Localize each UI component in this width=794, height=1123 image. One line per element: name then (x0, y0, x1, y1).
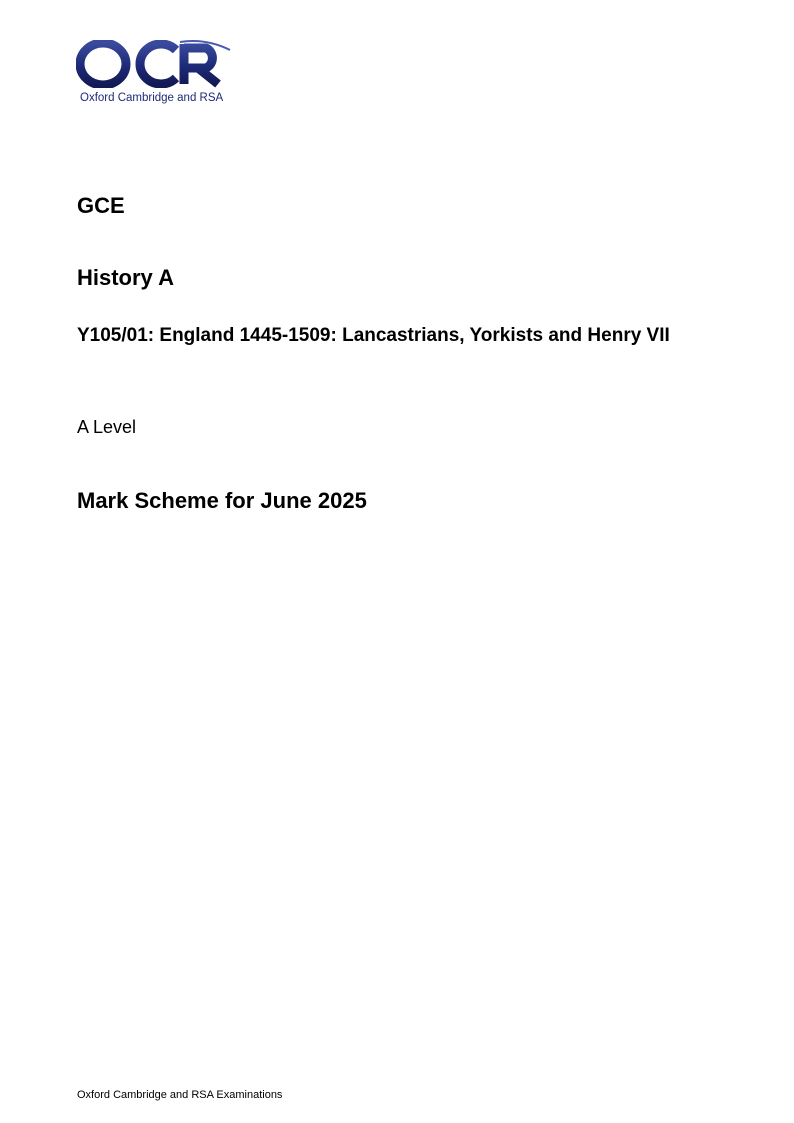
ocr-logo-wordmark (76, 40, 232, 88)
footer-organisation: Oxford Cambridge and RSA Examinations (77, 1089, 283, 1101)
level-label: A Level (77, 417, 137, 437)
logo-tagline: Oxford Cambridge and RSA (80, 92, 224, 104)
unit-title: Y105/01: England 1445-1509: Lancastrians, Yorkists and Henry VII (77, 325, 670, 346)
document-type-heading: Mark Scheme for June 2025 (77, 488, 367, 513)
subject-heading: History A (77, 265, 174, 290)
qualification-heading: GCE (77, 193, 125, 218)
ocr-logo (76, 40, 236, 108)
